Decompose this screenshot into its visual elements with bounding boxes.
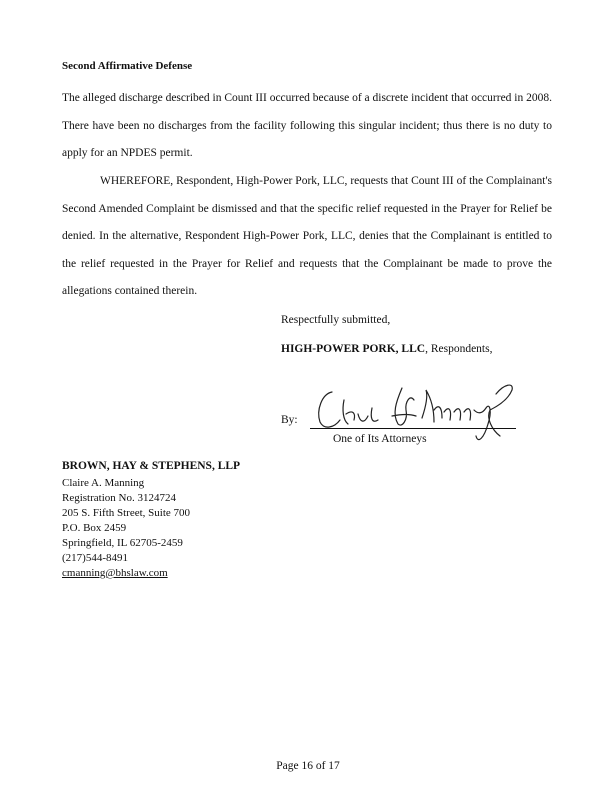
law-firm-name: BROWN, HAY & STEPHENS, LLP [62,460,241,472]
defense-paragraph: The alleged discharge described in Count III occurred because of a discrete incident that occurred in 2008. There have been no discharges from the facility following this singular incident; thus there is no duty to apply for an NPDES permit. [62,92,552,159]
party-name: HIGH-POWER PORK, LLC [281,343,426,355]
phone-number: (217)544-8491 [62,552,128,564]
wherefore-paragraph: WHEREFORE, Respondent, High-Power Pork, LLC, requests that Count III of the Complainant's Second Amended Complaint be dismissed and that the specific relief requested in the Prayer for Relief be denied. In the alternative, Respondent High-Power Pork, LLC, denies that the Complainant is entitled to the relief requested in the Prayer for Relief and requests that the Complainant be made to prove the allegations contained therein. [62,175,552,297]
attorney-role: One of Its Attorneys [333,433,427,445]
by-label: By: [281,414,298,426]
street-address: 205 S. Fifth Street, Suite 700 [62,507,191,519]
section-heading: Second Affirmative Defense [62,60,193,72]
signature-line [310,428,516,429]
page-number: Page 16 of 17 [276,760,340,772]
closing-line: Respectfully submitted, [281,314,391,326]
email-link[interactable]: cmanning@bhslaw.com [62,567,168,579]
city-state-zip: Springfield, IL 62705-2459 [62,537,183,549]
attorney-name: Claire A. Manning [62,477,145,489]
po-box: P.O. Box 2459 [62,522,127,534]
registration-number: Registration No. 3124724 [62,492,176,504]
party-line [281,343,492,355]
party-suffix: , Respondents, [425,343,493,355]
